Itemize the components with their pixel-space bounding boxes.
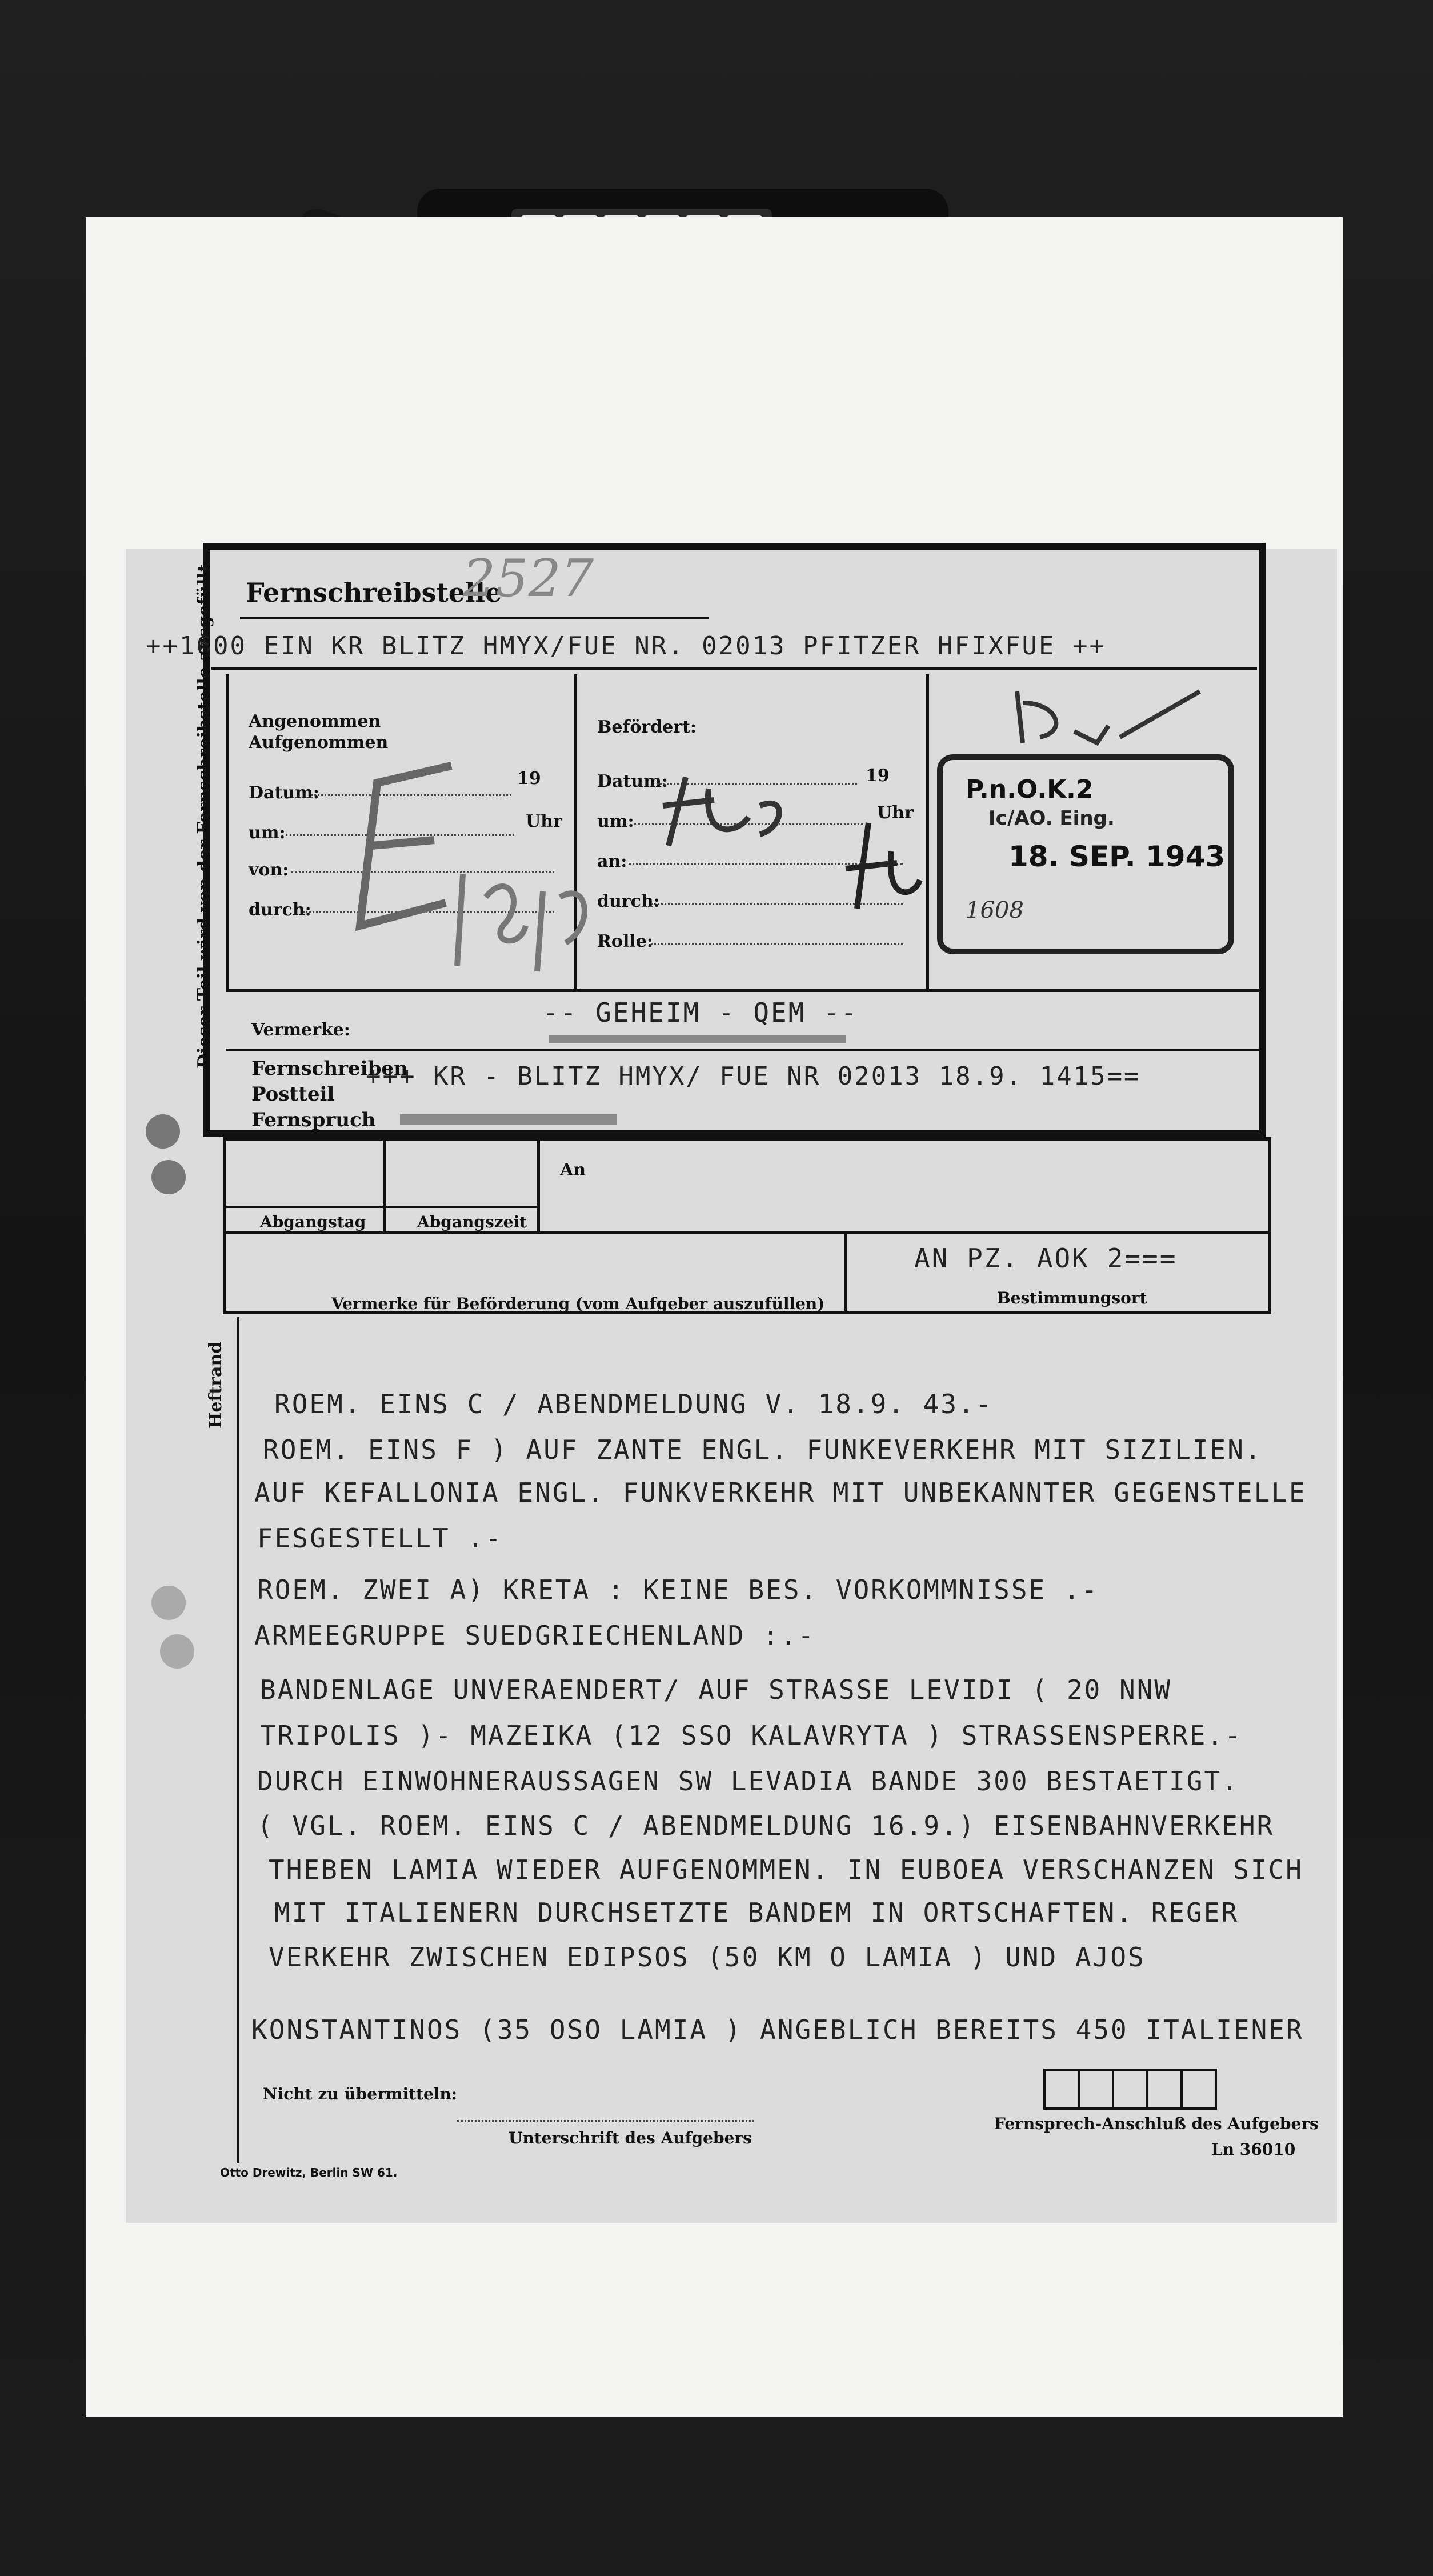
handwritten-initials — [320, 754, 606, 1000]
received-time-label: um: — [249, 823, 286, 843]
message-line: AUF KEFALLONIA ENGL. FUNKVERKEHR MIT UNBEKANNTER GEGENSTELLE — [254, 1477, 1307, 1508]
dotted-line — [651, 943, 903, 945]
handwritten-mark — [1006, 680, 1246, 754]
received-from-label: von: — [249, 860, 289, 880]
message-line: THEBEN LAMIA WIEDER AUFGENOMMEN. IN EUBOEA VERSCHANZEN SICH — [269, 1854, 1303, 1885]
message-line: VERKEHR ZWISCHEN EDIPSOS (50 KM O LAMIA ) UND AJOS — [269, 1942, 1146, 1973]
form-number: Ln 36010 — [1211, 2140, 1296, 2159]
routing-label-1: Fernschreiben — [251, 1057, 408, 1080]
departure-time-label: Abgangszeit — [417, 1213, 527, 1231]
message-line: KONSTANTINOS (35 OSO LAMIA ) ANGEBLICH BEREITS 450 ITALIENER — [251, 2014, 1304, 2045]
dotted-line — [457, 2120, 754, 2122]
routing-typed: +++ KR - BLITZ HMYX/ FUE NR 02013 18.9. 1415== — [366, 1062, 1141, 1091]
forwarded-to-label: an: — [597, 851, 627, 871]
forwarded-time-label: um: — [597, 811, 634, 831]
stamp-handwritten-time: 1608 — [966, 897, 1024, 923]
form-title: Fernschreibstelle — [246, 577, 502, 608]
box-edge — [383, 1140, 386, 1234]
message-line: ROEM. EINS C / ABENDMELDUNG V. 18.9. 43.- — [274, 1389, 994, 1419]
dispatch-frame — [223, 1137, 1271, 1314]
box-edge — [226, 674, 229, 991]
side-note: Dieser Teil wird von der Fernschreibstelle ausgefüllt — [194, 564, 214, 1069]
forwarded-year-label: 19 — [866, 766, 890, 786]
punch-hole — [146, 1114, 180, 1149]
do-not-transmit-label: Nicht zu übermitteln: — [263, 2085, 458, 2103]
stamp-line-2: Ic/AO. Eing. — [988, 807, 1115, 830]
forwarded-date-label: Datum: — [597, 771, 668, 791]
remarks-label: Vermerke: — [251, 1020, 350, 1040]
received-date-label: Datum: — [249, 783, 319, 803]
highlight-stroke — [400, 1114, 617, 1125]
title-underline — [240, 617, 709, 619]
received-title-1: Angenommen — [249, 711, 381, 731]
received-uhr-label: Uhr — [526, 811, 562, 831]
routing-label-3: Fernspruch — [251, 1109, 376, 1131]
forwarded-uhr-label: Uhr — [877, 803, 914, 823]
box-edge — [226, 1231, 1268, 1234]
forwarded-roll-label: Rolle: — [597, 931, 653, 951]
destination-label: Bestimmungsort — [997, 1289, 1147, 1307]
received-year-label: 19 — [517, 769, 541, 789]
transport-remarks-label: Vermerke für Beförderung (vom Aufgeber auszufüllen) — [331, 1294, 825, 1313]
routing-label-2: Postteil — [251, 1083, 335, 1106]
divider — [211, 667, 1257, 670]
phone-number-boxes — [1046, 2069, 1217, 2110]
message-line: ROEM. ZWEI A) KRETA : KEINE BES. VORKOMMNISSE .- — [257, 1574, 1099, 1605]
to-label: An — [560, 1160, 586, 1180]
receipt-stamp — [937, 754, 1234, 954]
message-line: MIT ITALIENERN DURCHSETZTE BANDEM IN ORTSCHAFTEN. REGER — [274, 1897, 1239, 1928]
divider — [226, 1049, 1260, 1051]
received-title-2: Aufgenommen — [249, 733, 389, 753]
phone-digit-box — [1180, 2069, 1217, 2110]
destination-typed: AN PZ. AOK 2=== — [914, 1243, 1178, 1274]
signature-label: Unterschrift des Aufgebers — [509, 2129, 752, 2147]
punch-hole — [151, 1586, 186, 1620]
stamp-line-1: P.n.O.K.2 — [966, 775, 1094, 804]
message-line: ARMEEGRUPPE SUEDGRIECHENLAND :.- — [254, 1620, 816, 1651]
message-line: ( VGL. ROEM. EINS C / ABENDMELDUNG 16.9.) EISENBAHNVERKEHR — [257, 1810, 1275, 1841]
phone-digit-box — [1146, 2069, 1183, 2110]
phone-digit-box — [1043, 2069, 1080, 2110]
punch-hole — [151, 1160, 186, 1194]
message-line: ROEM. EINS F ) AUF ZANTE ENGL. FUNKEVERKEHR MIT SIZILIEN. — [263, 1434, 1263, 1465]
transmission-header-line: ++1600 EIN KR BLITZ HMYX/FUE NR. 02013 PFITZER HFIXFUE ++ — [146, 631, 1106, 661]
stamp-date: 18. SEP. 1943 — [1008, 840, 1226, 873]
phone-digit-box — [1112, 2069, 1148, 2110]
serial-handwritten: 2527 — [463, 549, 594, 609]
remarks-typed: -- GEHEIM - QEM -- — [543, 997, 859, 1028]
punch-hole — [160, 1634, 194, 1669]
binding-margin-line — [237, 1317, 239, 2163]
box-edge — [926, 674, 929, 991]
highlight-stroke — [549, 1035, 846, 1043]
handwritten-signature — [651, 754, 926, 926]
message-line: TRIPOLIS )- MAZEIKA (12 SSO KALAVRYTA ) STRASSENSPERRE.- — [260, 1720, 1242, 1751]
message-line: BANDENLAGE UNVERAENDERT/ AUF STRASSE LEVIDI ( 20 NNW — [260, 1674, 1172, 1705]
binding-margin-label: Heftrand — [206, 1341, 226, 1429]
printer-imprint: Otto Drewitz, Berlin SW 61. — [220, 2166, 398, 2179]
box-edge — [537, 1140, 540, 1234]
forwarded-by-label: durch: — [597, 891, 660, 911]
phone-digit-box — [1078, 2069, 1114, 2110]
message-line: FESGESTELLT .- — [257, 1523, 503, 1554]
forwarded-title: Befördert: — [597, 717, 697, 737]
message-line: DURCH EINWOHNERAUSSAGEN SW LEVADIA BANDE 300 BESTAETIGT. — [257, 1766, 1239, 1797]
box-edge — [226, 1206, 540, 1208]
box-edge — [844, 1231, 847, 1314]
phone-label: Fernsprech-Anschluß des Aufgebers — [994, 2114, 1319, 2133]
departure-day-label: Abgangstag — [260, 1213, 366, 1231]
received-by-label: durch: — [249, 900, 311, 920]
